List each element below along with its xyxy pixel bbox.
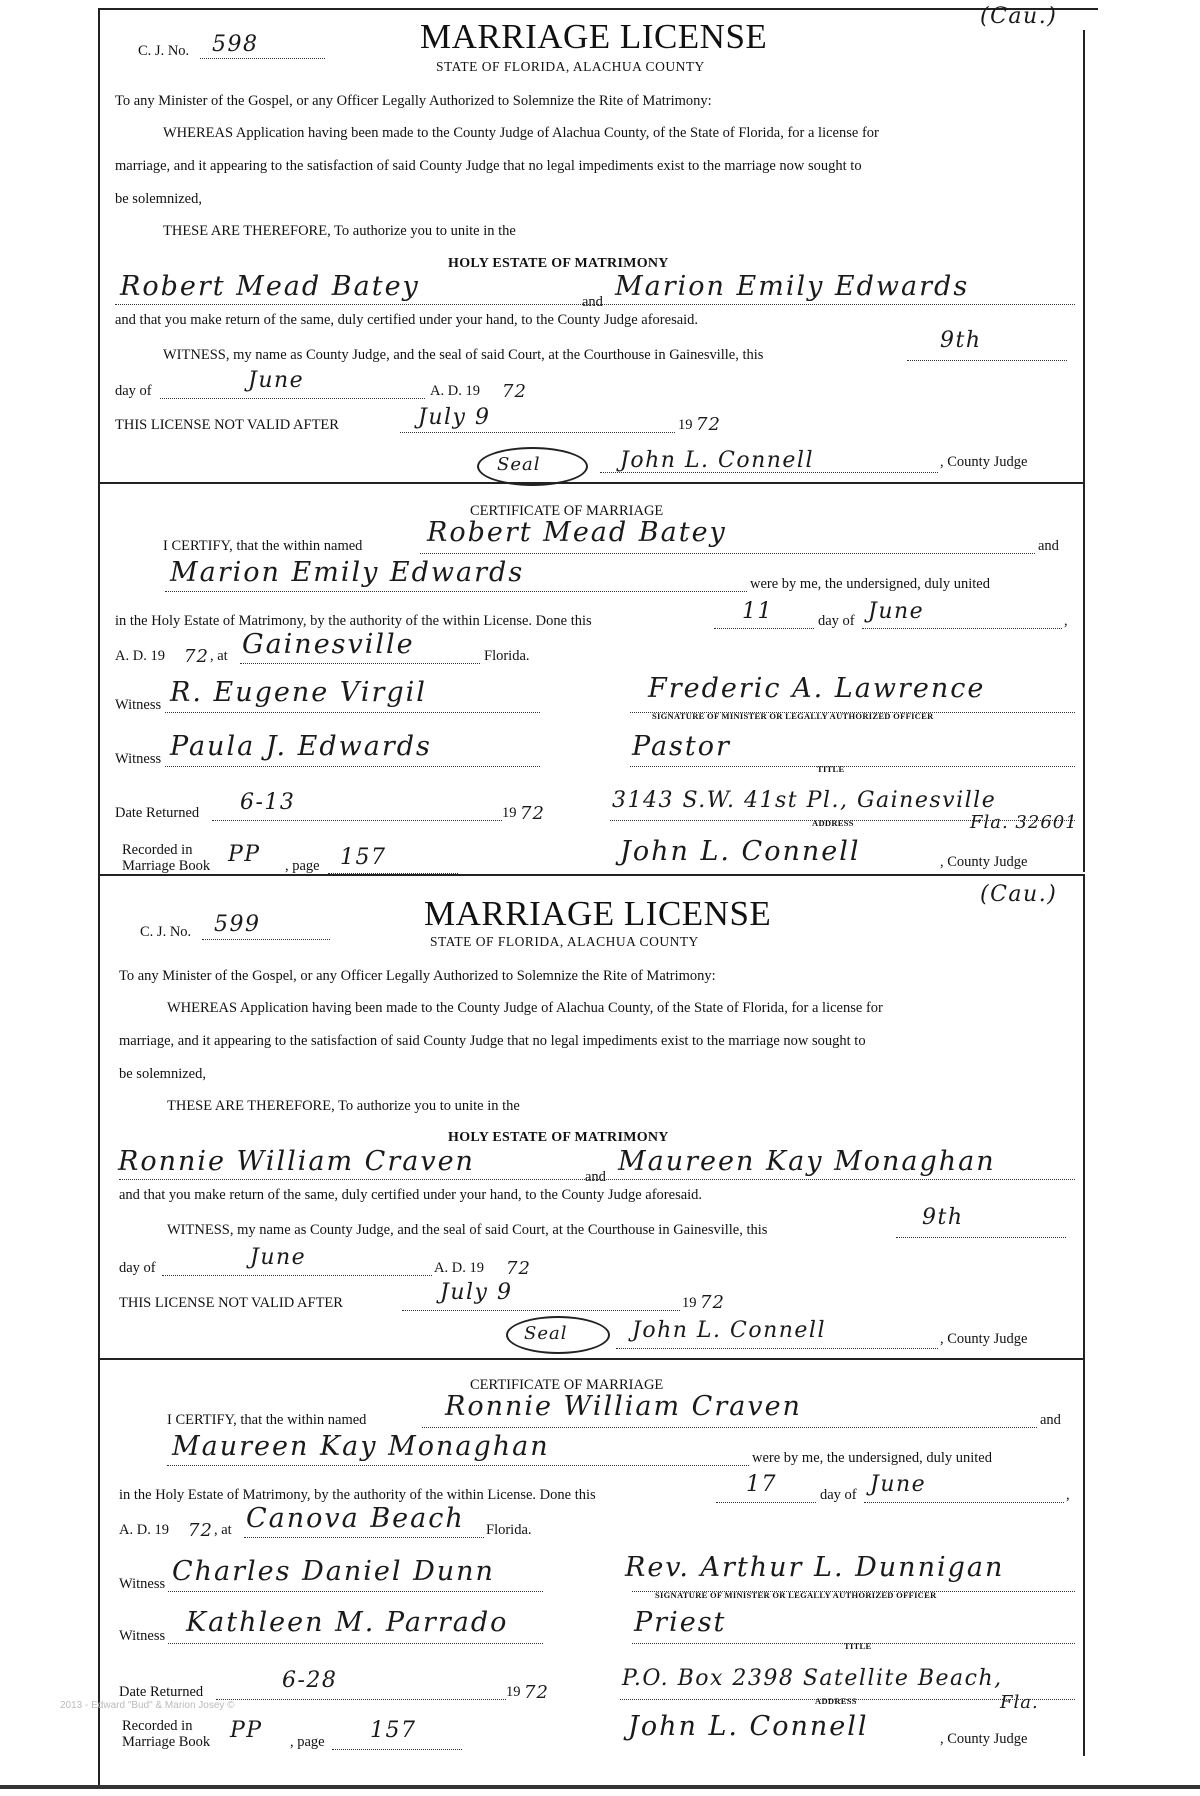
signature-caption: SIGNATURE OF MINISTER OR LEGALLY AUTHORIZED OFFICER xyxy=(652,711,934,721)
license-divider xyxy=(98,874,1085,876)
not-valid-year: 72 xyxy=(696,414,721,435)
done-month: June xyxy=(870,1472,927,1497)
license-subtitle: STATE OF FLORIDA, ALACHUA COUNTY xyxy=(436,59,705,74)
officer-signature: Rev. Arthur L. Dunnigan xyxy=(625,1552,1005,1583)
address-caption: ADDRESS xyxy=(812,818,854,828)
witness-1-name: R. Eugene Virgil xyxy=(170,677,427,708)
and-label: and xyxy=(582,294,603,310)
at-label: , at xyxy=(210,648,228,664)
cj-number-value: 598 xyxy=(212,32,259,57)
florida-label: Florida. xyxy=(486,1522,532,1538)
not-valid-date: July 9 xyxy=(440,1280,513,1305)
ad-line-prefix: A. D. 19 xyxy=(115,648,165,664)
day-of-label: day of xyxy=(119,1260,156,1276)
page-border-right xyxy=(1083,876,1085,1756)
title-caption: TITLE xyxy=(817,764,845,774)
certificate-heading: CERTIFICATE OF MARRIAGE xyxy=(470,503,664,519)
marriage-book-label: Marriage Book xyxy=(122,1734,211,1750)
book-value: PP xyxy=(228,842,261,867)
witness-text: WITNESS, my name as County Judge, and the seal of said Court, at the Courthouse in Gainesville, this xyxy=(163,347,764,363)
address-value: P.O. Box 2398 Satellite Beach, xyxy=(622,1666,1003,1691)
address-value-2: Fla. xyxy=(1000,1692,1039,1713)
and-label: and xyxy=(585,1169,606,1185)
done-year: 72 xyxy=(188,1520,213,1541)
cert-bride-name: Maureen Kay Monaghan xyxy=(172,1431,550,1462)
certificate-heading: CERTIFICATE OF MARRIAGE xyxy=(470,1377,664,1393)
returned-year: 72 xyxy=(520,803,545,824)
county-judge-label: , County Judge xyxy=(940,454,1028,470)
corner-note: (Cau.) xyxy=(980,4,1058,29)
cj-number-value: 599 xyxy=(214,912,261,937)
page-border-top xyxy=(98,8,1098,10)
day-of-label: day of xyxy=(820,1487,857,1503)
place-value: Canova Beach xyxy=(246,1503,465,1534)
recorded-in-label: Recorded in xyxy=(122,1718,193,1734)
witness-text: WITNESS, my name as County Judge, and the seal of said Court, at the Courthouse in Gainesville, this xyxy=(167,1222,768,1238)
county-judge-label: , County Judge xyxy=(940,854,1028,870)
page-border-bottom xyxy=(0,1785,1200,1789)
address-to-minister: To any Minister of the Gospel, or any Officer Legally Authorized to Solemnize the Rite of Matrimony: xyxy=(119,968,716,984)
judge-signature: John L. Connell xyxy=(632,1318,826,1343)
whereas-line-3: be solemnized, xyxy=(119,1066,206,1082)
cj-number-label: C. J. No. xyxy=(140,924,192,940)
date-returned-label: Date Returned xyxy=(115,805,200,821)
not-valid-year: 72 xyxy=(700,1292,725,1313)
address-caption: ADDRESS xyxy=(815,1696,857,1706)
county-judge-label: , County Judge xyxy=(940,1731,1028,1747)
section-divider xyxy=(98,1358,1085,1360)
not-valid-year-prefix: 19 xyxy=(678,417,693,433)
date-returned: 6-13 xyxy=(240,790,296,815)
corner-note: (Cau.) xyxy=(980,882,1058,907)
groom-name: Robert Mead Batey xyxy=(120,271,420,302)
officer-title: Pastor xyxy=(632,731,731,762)
witness-2-name: Paula J. Edwards xyxy=(170,731,432,762)
witness-1-label: Witness xyxy=(115,697,162,713)
therefore-line: THESE ARE THEREFORE, To authorize you to unite in the xyxy=(167,1098,520,1114)
florida-label: Florida. xyxy=(484,648,530,664)
holy-estate-line: in the Holy Estate of Matrimony, by the authority of the within License. Done this xyxy=(115,613,592,629)
i-certify-label: I CERTIFY, that the within named xyxy=(167,1412,367,1428)
page-value: 157 xyxy=(340,845,387,870)
ad-year: 72 xyxy=(506,1258,531,1279)
i-certify-label: I CERTIFY, that the within named xyxy=(163,538,363,554)
not-valid-year-prefix: 19 xyxy=(682,1295,697,1311)
copyright-watermark: 2013 - Edward "Bud" & Marion Josey © xyxy=(60,1700,235,1711)
witness-day: 9th xyxy=(940,328,982,353)
not-valid-date: July 9 xyxy=(418,405,491,430)
and-label: and xyxy=(1038,538,1059,554)
were-by-me-label: were by me, the undersigned, duly united xyxy=(750,576,990,592)
date-returned-label: Date Returned xyxy=(119,1684,204,1700)
cert-groom-name: Robert Mead Batey xyxy=(427,517,727,548)
cert-bride-name: Marion Emily Edwards xyxy=(170,557,525,588)
return-line: and that you make return of the same, duly certified under your hand, to the County Judge aforesaid. xyxy=(115,312,699,328)
holy-estate-heading: HOLY ESTATE OF MATRIMONY xyxy=(448,256,669,271)
cj-number-label: C. J. No. xyxy=(138,43,190,59)
cert-groom-name: Ronnie William Craven xyxy=(445,1391,802,1422)
officer-title: Priest xyxy=(634,1607,727,1638)
recorded-in-label: Recorded in xyxy=(122,842,193,858)
whereas-line-2: marriage, and it appearing to the satisfaction of said County Judge that no legal impediments exist to the marriage now sought to xyxy=(115,158,862,174)
page-label: , page xyxy=(290,1734,325,1750)
month-value: June xyxy=(248,368,305,393)
returned-year-prefix: 19 xyxy=(502,805,517,821)
returned-year-prefix: 19 xyxy=(506,1684,521,1700)
date-returned-line xyxy=(216,1685,506,1700)
day-of-label: day of xyxy=(818,613,855,629)
page-value: 157 xyxy=(370,1718,417,1743)
holy-estate-line: in the Holy Estate of Matrimony, by the authority of the within License. Done this xyxy=(119,1487,596,1503)
holy-estate-heading: HOLY ESTATE OF MATRIMONY xyxy=(448,1130,669,1145)
done-year: 72 xyxy=(184,646,209,667)
groom-name: Ronnie William Craven xyxy=(118,1146,475,1177)
comma: , xyxy=(1064,613,1068,629)
judge-signature-line xyxy=(616,1334,938,1349)
license-subtitle: STATE OF FLORIDA, ALACHUA COUNTY xyxy=(430,934,699,949)
therefore-line: THESE ARE THEREFORE, To authorize you to unite in the xyxy=(163,223,516,239)
address-to-minister: To any Minister of the Gospel, or any Officer Legally Authorized to Solemnize the Rite of Matrimony: xyxy=(115,93,712,109)
returned-year: 72 xyxy=(524,1682,549,1703)
signature-caption: SIGNATURE OF MINISTER OR LEGALLY AUTHORIZED OFFICER xyxy=(655,1590,937,1600)
officer-signature: Frederic A. Lawrence xyxy=(648,673,986,704)
page-border-left xyxy=(98,8,100,1788)
bride-name: Maureen Kay Monaghan xyxy=(618,1146,996,1177)
done-day: 17 xyxy=(746,1472,777,1497)
license-title: MARRIAGE LICENSE xyxy=(420,17,768,56)
seal-text: Seal xyxy=(497,454,541,475)
book-value: PP xyxy=(230,1718,263,1743)
page-border-right xyxy=(1083,30,1085,872)
whereas-line-3: be solemnized, xyxy=(115,191,202,207)
ad-label: A. D. 19 xyxy=(434,1260,484,1276)
witness-1-label: Witness xyxy=(119,1576,166,1592)
judge-signature-line xyxy=(600,458,938,473)
not-valid-label: THIS LICENSE NOT VALID AFTER xyxy=(119,1295,343,1311)
date-returned: 6-28 xyxy=(282,1668,338,1693)
day-of-label: day of xyxy=(115,383,152,399)
judge-signature: John L. Connell xyxy=(620,448,814,473)
ad-label: A. D. 19 xyxy=(430,383,480,399)
seal-text: Seal xyxy=(524,1323,568,1344)
at-label: , at xyxy=(214,1522,232,1538)
county-judge-label: , County Judge xyxy=(940,1331,1028,1347)
bride-name: Marion Emily Edwards xyxy=(615,271,970,302)
witness-2-name: Kathleen M. Parrado xyxy=(186,1607,509,1638)
address-value-2: Fla. 32601 xyxy=(970,812,1078,833)
whereas-line-2: marriage, and it appearing to the satisfaction of said County Judge that no legal impediments exist to the marriage now sought to xyxy=(119,1033,866,1049)
month-value: June xyxy=(250,1245,307,1270)
license-title: MARRIAGE LICENSE xyxy=(424,894,772,933)
recording-judge-signature: John L. Connell xyxy=(628,1711,869,1742)
address-value: 3143 S.W. 41st Pl., Gainesville xyxy=(612,788,997,813)
witness-1-name: Charles Daniel Dunn xyxy=(172,1556,495,1587)
comma: , xyxy=(1066,1487,1070,1503)
witness-2-label: Witness xyxy=(115,751,162,767)
recording-judge-signature: John L. Connell xyxy=(620,836,861,867)
done-month: June xyxy=(868,599,925,624)
not-valid-label: THIS LICENSE NOT VALID AFTER xyxy=(115,417,339,433)
marriage-book-label: Marriage Book xyxy=(122,858,211,874)
whereas-line-1: WHEREAS Application having been made to the County Judge of Alachua County, of the State of Florida, for a license for xyxy=(163,125,879,141)
and-label: and xyxy=(1040,1412,1061,1428)
witness-day-line xyxy=(907,346,1067,361)
title-caption: TITLE xyxy=(844,1641,872,1651)
return-line: and that you make return of the same, duly certified under your hand, to the County Judge aforesaid. xyxy=(119,1187,703,1203)
ad-line-prefix: A. D. 19 xyxy=(119,1522,169,1538)
ad-year: 72 xyxy=(502,381,527,402)
were-by-me-label: were by me, the undersigned, duly united xyxy=(752,1450,992,1466)
whereas-line-1: WHEREAS Application having been made to the County Judge of Alachua County, of the State of Florida, for a license for xyxy=(167,1000,883,1016)
done-day: 11 xyxy=(742,599,773,624)
place-value: Gainesville xyxy=(242,629,415,660)
witness-day: 9th xyxy=(922,1205,964,1230)
section-divider xyxy=(98,482,1085,484)
page-label: , page xyxy=(285,858,320,874)
witness-2-label: Witness xyxy=(119,1628,166,1644)
